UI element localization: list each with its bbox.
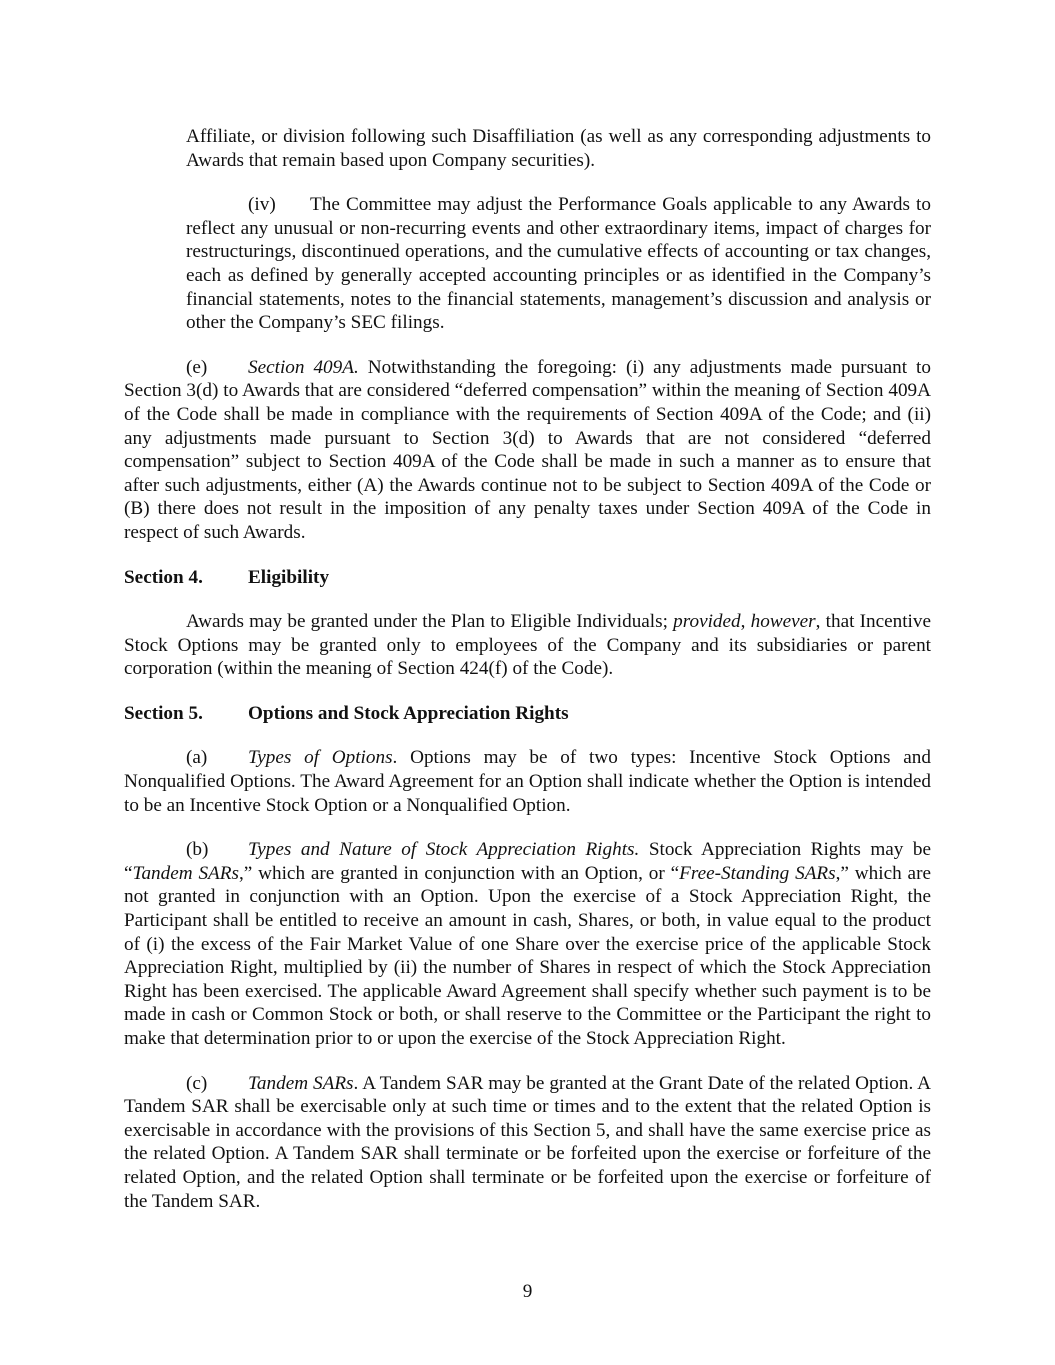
section-5-title: Options and Stock Appreciation Rights [248, 702, 569, 724]
paragraph-5a [124, 746, 931, 817]
section-5-number: Section 5. [124, 702, 203, 724]
paragraph-5b-title: Types and Nature of Stock Appreciation Rights. [248, 839, 640, 861]
paragraph-iv [186, 193, 931, 335]
paragraph-iv-text: The Committee may adjust the Performance Goals applicable to any Awards to reflect any unusual or non-recurring events and other extraordinary items, impact of charges for restructurings, discontinued operations, and the cumulative effects of accounting or tax changes, each as defined by generally accepted accounting principles or as identified in the Company’s financial statements, notes to the financial statements, management’s discussion and analysis or other the Company’s SEC filings. [186, 194, 931, 334]
paragraph-5c [124, 1072, 931, 1214]
section-4-text-1: Awards may be granted under the Plan to Eligible Individuals; [186, 611, 674, 633]
paragraph-e-title: Section 409A. [248, 356, 359, 378]
paragraph-5b-free-standing: Free-Standing SARs [679, 862, 836, 884]
paragraph-5a-title: Types of Options [248, 747, 393, 769]
paragraph-5a-label: (a) [186, 747, 208, 769]
section-5-heading [124, 702, 931, 726]
section-4-heading [124, 566, 931, 590]
paragraph-5b-text-3: ,” which are not granted in conjunction with an Option. Upon the exercise of a Stock Appreciation Right, the Participant shall be entitled to receive an amount in cash, Shares, or both, in value equal to the product of (i) the excess of the Fair Market Value of one Share over the exercise price of the applicable Stock Appreciation Right, multiplied by (ii) the number of Shares in respect of which the Stock Appreciation Right has been exercised. The applicable Award Agreement shall specify whether such payment is to be made in cash or Common Stock or both, or shall reserve to the Committee or the Participant the right to make that determination prior to or upon the exercise of the Stock Appreciation Right. [124, 862, 931, 1049]
paragraph-5b-text-2: ,” which are granted in conjunction with an Option, or “ [238, 862, 680, 884]
paragraph-e [124, 356, 931, 545]
section-4-number: Section 4. [124, 566, 203, 588]
document-page [124, 125, 931, 1234]
continued-paragraph: Affiliate, or division following such Disaffiliation (as well as any corresponding adjustments to Awards that remain based upon Company securities). [186, 126, 931, 171]
section-4-text-2: , that Incentive Stock Options may be granted only to employees of the Company and its subsidiaries or parent corporation (within the meaning of Section 424(f) of the Code). [124, 611, 931, 680]
page-number: 9 [522, 1281, 533, 1302]
section-4-provided: provided [673, 611, 741, 633]
section-4-comma: , [740, 611, 751, 633]
paragraph-5b-tandem: Tandem SARs [132, 862, 239, 884]
paragraph-5a-text: . Options may be of two types: Incentive Stock Options and Nonqualified Options. The Award Agreement for an Option shall indicate whether the Option is intended to be an Incentive Stock Option or a Nonqualified Option. [124, 747, 931, 816]
section-4-title: Eligibility [248, 566, 330, 588]
paragraph-e-label: (e) [186, 356, 208, 378]
paragraph-5c-text: . A Tandem SAR may be granted at the Grant Date of the related Option. A Tandem SAR shall be exercisable only at such time or times and to the extent that the related Option is exercisable in accordance with the provisions of this Section 5, and shall have the same exercise price as the related Option. A Tandem SAR shall terminate or be forfeited upon the exercise or forfeiture of the related Option, and the related Option shall terminate or be forfeited upon the exercise or forfeiture of the Tandem SAR. [124, 1072, 931, 1212]
paragraph-5c-label: (c) [186, 1072, 208, 1094]
paragraph-iv-label: (iv) [248, 194, 276, 216]
section-4-however: however [750, 611, 816, 633]
paragraph-e-text: Notwithstanding the foregoing: (i) any adjustments made pursuant to Section 3(d) to Awards that are considered “deferred compensation” within the meaning of Section 409A of the Code shall be made in compliance with the requirements of Section 409A of the Code; and (ii) any adjustments made pursuant to Section 3(d) to Awards that are not considered “deferred compensation” subject to Section 409A of the Code shall be made in such a manner as to ensure that after such adjustments, either (A) the Awards continue not to be subject to Section 409A of the Code or (B) there does not result in the imposition of any penalty taxes under Section 409A of the Code in respect of such Awards. [124, 356, 931, 543]
paragraph-5b-text-1: Stock Appreciation Rights may be “ [124, 839, 931, 884]
section-4-paragraph [124, 610, 931, 681]
paragraph-5b [124, 838, 931, 1050]
paragraph-5c-title: Tandem SARs [248, 1072, 354, 1094]
paragraph-5b-label: (b) [186, 839, 209, 861]
